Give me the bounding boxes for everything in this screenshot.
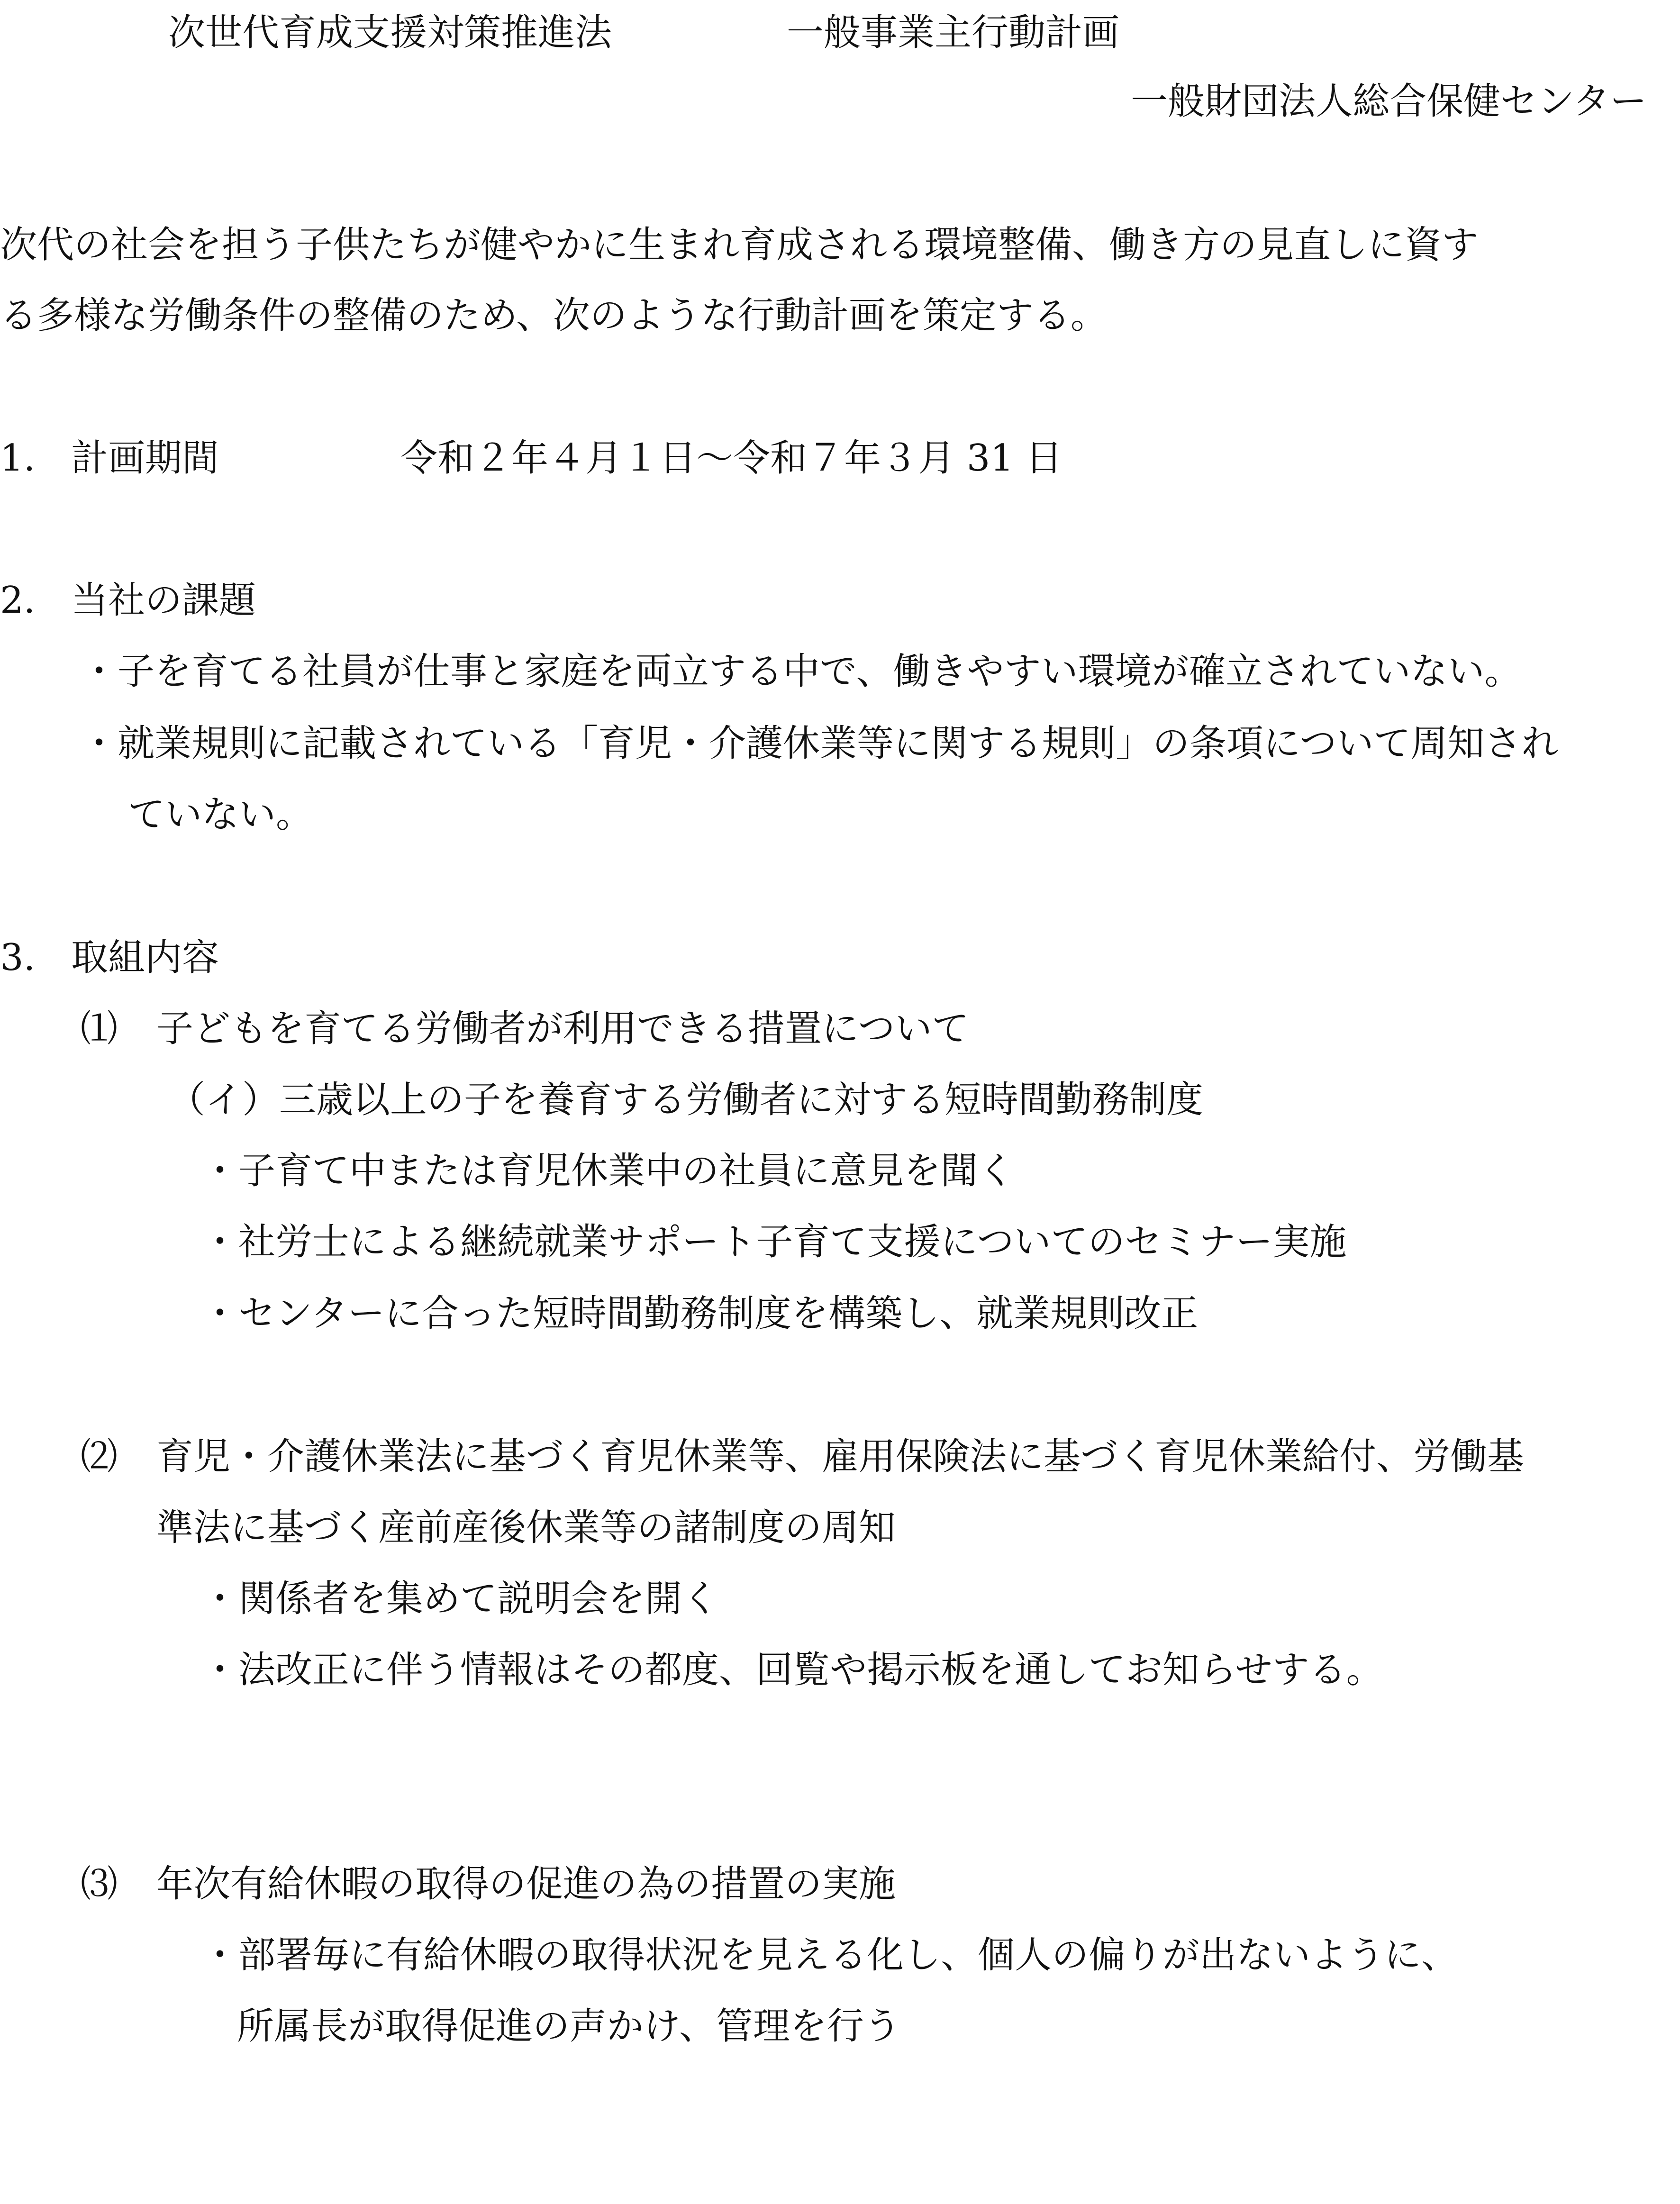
issue-item-2-continued: ていない。 xyxy=(128,793,313,836)
subsection-1-title: 子どもを育てる労働者が利用できる措置について xyxy=(156,1007,969,1050)
subsection-3-bullet-continued: 所属長が取得促進の声かけ、管理を行う xyxy=(237,2005,901,2048)
issue-item-2: ・就業規則に記載されている「育児・介護休業等に関する規則」の条項について周知され xyxy=(81,722,1559,765)
intro-line-1: 次代の社会を担う子供たちが健やかに生まれ育成される環境整備、働き方の見直しに資す xyxy=(0,224,1479,266)
subsection-3-number: ⑶ xyxy=(81,1863,118,1905)
subsection-1-subtitle: （イ）三歳以上の子を養育する労働者に対する短時間勤務制度 xyxy=(168,1079,1204,1121)
subsection-1-bullet: ・子育て中または育児休業中の社員に意見を聞く xyxy=(201,1150,1015,1192)
law-title: 次世代育成支援対策推進法 xyxy=(168,11,612,54)
subsection-1-number: ⑴ xyxy=(81,1007,118,1050)
subsection-2-bullet: ・法改正に伴う情報はその都度、回覧や掲示板を通してお知らせする。 xyxy=(201,1649,1383,1691)
subsection-1-bullet: ・社労士による継続就業サポート子育て支援についてのセミナー実施 xyxy=(201,1221,1347,1263)
subsection-3-bullet: ・部署毎に有給休暇の取得状況を見える化し、個人の偏りが出ないように、 xyxy=(201,1934,1459,1977)
subsection-1-bullet: ・センターに合った短時間勤務制度を構築し、就業規則改正 xyxy=(201,1292,1198,1335)
intro-line-2: る多様な労働条件の整備のため、次のような行動計画を策定する。 xyxy=(0,294,1108,337)
section-2-title: 当社の課題 xyxy=(71,579,256,622)
organization-name: 一般財団法人総合保健センター xyxy=(1131,80,1647,123)
plan-title: 一般事業主行動計画 xyxy=(787,11,1120,54)
section-1-title: 計画期間 xyxy=(71,437,219,480)
subsection-2-number: ⑵ xyxy=(81,1435,118,1478)
subsection-3-title: 年次有給休暇の取得の促進の為の措置の実施 xyxy=(156,1863,896,1905)
section-3-number: 3. xyxy=(0,936,36,979)
issue-item-1: ・子を育てる社員が仕事と家庭を両立する中で、働きやすい環境が確立されていない。 xyxy=(81,650,1522,693)
subsection-2-title-line-2: 準法に基づく産前産後休業等の諸制度の周知 xyxy=(156,1506,896,1549)
subsection-2-title-line-1: 育児・介護休業法に基づく育児休業等、雇用保険法に基づく育児休業給付、労働基 xyxy=(156,1435,1525,1478)
plan-period: 令和２年４月１日～令和７年３月 31 日 xyxy=(400,437,1062,480)
section-1-number: 1. xyxy=(0,437,36,480)
section-2-number: 2. xyxy=(0,579,36,622)
section-3-title: 取組内容 xyxy=(71,936,219,979)
subsection-2-bullet: ・関係者を集めて説明会を開く xyxy=(201,1578,719,1620)
